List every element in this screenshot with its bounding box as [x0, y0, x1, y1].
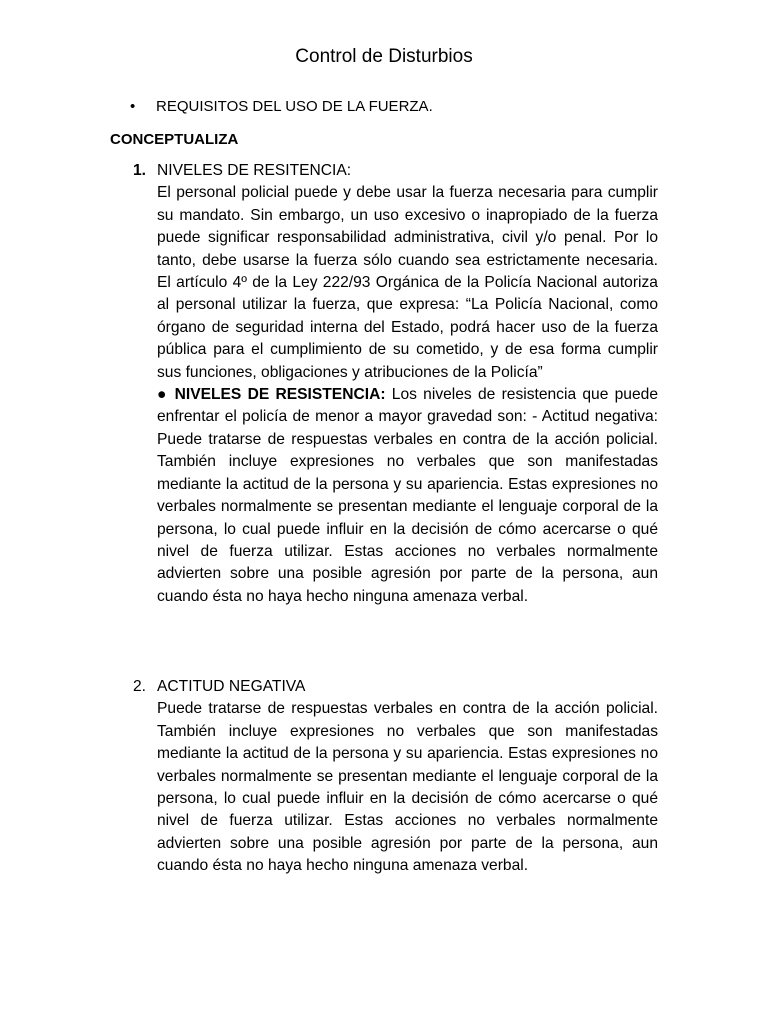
section-2-number: 2. — [133, 678, 147, 695]
section-1-heading: NIVELES DE RESITENCIA: — [157, 162, 352, 179]
section-1-number: 1. — [133, 162, 147, 179]
section-1-heading-row — [133, 160, 658, 182]
section-1-subparagraph — [157, 384, 658, 608]
page-title: Control de Disturbios — [295, 46, 473, 67]
section-1-sub-text: Los niveles de resistencia que puede enfrentar el policía de menor a mayor gravedad son: - Actitud negativa: Puede tratarse de respuestas verbales en contra de la acción policial. También incluye expresiones no verbales que son manifestadas mediante la actitud de la persona y su apariencia. Estas expresiones no verbales normalmente se presentan mediante el lenguaje corporal de la persona, lo cual puede influir en la decisión de cómo acercarse o qué nivel de fuerza utilizar. Estas acciones no verbales normalmente advierten sobre una posible agresión por parte de la persona, aun cuando ésta no haya hecho ninguna amenaza verbal. — [157, 386, 658, 605]
bullet-item — [130, 96, 433, 118]
section-subtitle: CONCEPTUALIZA — [110, 131, 239, 148]
section-2 — [133, 676, 658, 878]
section-1-sub-heading: ● NIVELES DE RESISTENCIA: — [157, 386, 386, 404]
section-2-body — [157, 698, 658, 877]
section-1-body — [157, 182, 658, 608]
bullet-marker: • — [130, 98, 136, 115]
section-2-heading-row — [133, 676, 658, 698]
section-1 — [133, 160, 658, 608]
section-2-heading: ACTITUD NEGATIVA — [157, 678, 306, 695]
section-2-paragraph: Puede tratarse de respuestas verbales en contra de la acción policial. También incluye expresiones no verbales que son manifestadas mediante la actitud de la persona y su apariencia. Estas expresiones no verbales normalmente se presentan mediante el lenguaje corporal de la persona, lo cual puede influir en la decisión de cómo acercarse o qué nivel de fuerza utilizar. Estas acciones no verbales normalmente advierten sobre una posible agresión por parte de la persona, aun cuando ésta no haya hecho ninguna amenaza verbal. — [157, 700, 658, 875]
section-1-paragraph: El personal policial puede y debe usar la fuerza necesaria para cumplir su mandato. Sin embargo, un uso excesivo o inapropiado de la fuerza puede significar responsabilidad administrativa, civil y/o penal. Por lo tanto, debe usarse la fuerza sólo cuando sea estrictamente necesaria. El artículo 4º de la Ley 222/93 Orgánica de la Policía Nacional autoriza al personal utilizar la fuerza, que expresa: “La Policía Nacional, como órgano de seguridad interna del Estado, podrá hacer uso de la fuerza pública para el cumplimiento de su cometido, y de esa forma cumplir sus funciones, obligaciones y atribuciones de la Policía” — [157, 184, 658, 381]
bullet-text: REQUISITOS DEL USO DE LA FUERZA. — [156, 98, 433, 115]
